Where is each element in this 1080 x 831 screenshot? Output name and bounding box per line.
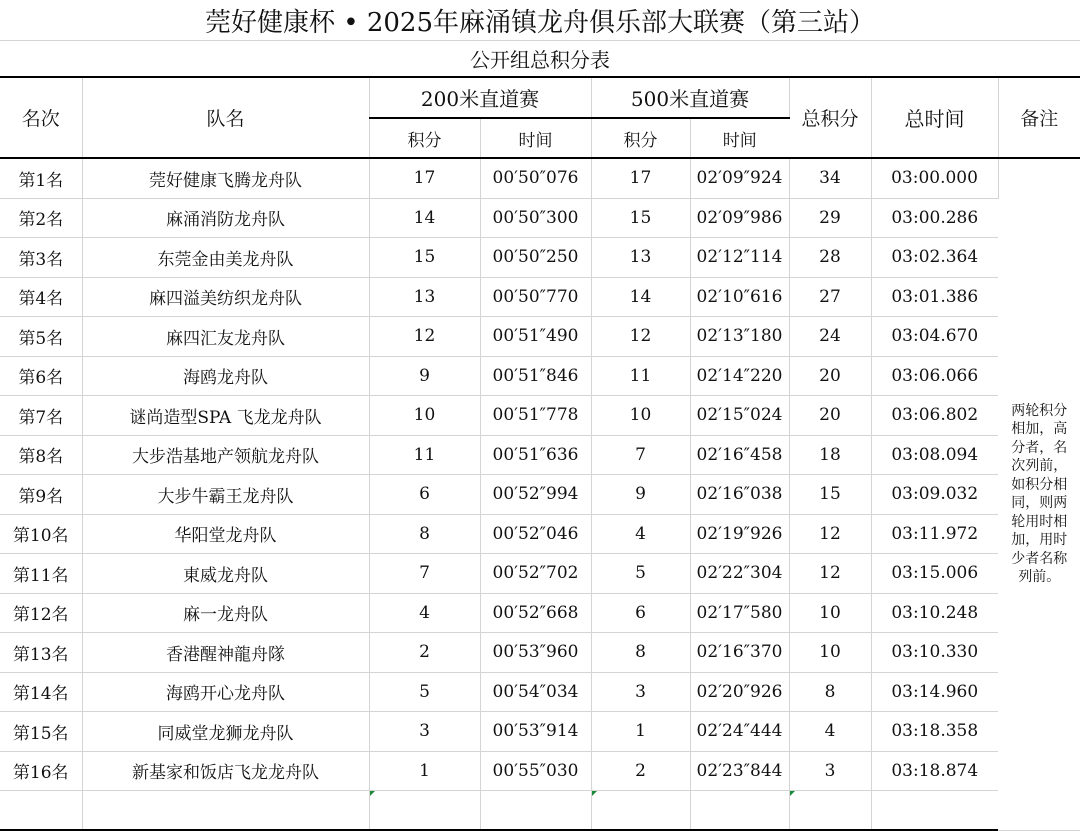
- header-200m-points: 积分: [369, 118, 480, 158]
- table-row: [0, 514, 1080, 554]
- table-row: [0, 672, 1080, 712]
- team-cell: 麻一龙舟队: [82, 593, 369, 633]
- total-time-cell: 03:18.874: [871, 751, 998, 791]
- team-cell: 新基家和饭店飞龙龙舟队: [82, 751, 369, 791]
- time-500m-cell: 02′12″114: [690, 238, 789, 278]
- points-500m-cell: 7: [591, 435, 690, 475]
- total-points-cell: 4: [789, 712, 871, 752]
- points-200m-cell: 12: [369, 317, 480, 357]
- time-200m-cell: 00′52″702: [480, 554, 591, 594]
- note-cell: 两轮积分相加，高分者，名次列前，如积分相同，则两轮用时相加，用时少者名称列前。: [998, 158, 1080, 830]
- points-500m-cell: 4: [591, 514, 690, 554]
- header-500m-points: 积分: [591, 118, 690, 158]
- time-200m-cell: 00′51″846: [480, 356, 591, 396]
- header-team: 队名: [82, 78, 369, 158]
- rank-cell: 第7名: [0, 396, 82, 436]
- table-row: [0, 238, 1080, 278]
- total-points-cell: 29: [789, 198, 871, 238]
- team-cell: 华阳堂龙舟队: [82, 514, 369, 554]
- rank-cell: 第15名: [0, 712, 82, 752]
- total-points-cell: 15: [789, 475, 871, 515]
- team-cell: 海鸥龙舟队: [82, 356, 369, 396]
- total-points-cell: 10: [789, 633, 871, 673]
- table-row: [0, 593, 1080, 633]
- points-200m-cell: 10: [369, 396, 480, 436]
- rank-cell: 第9名: [0, 475, 82, 515]
- time-200m-cell: 00′52″668: [480, 593, 591, 633]
- header-note: 备注: [998, 78, 1080, 158]
- points-200m-cell: 14: [369, 198, 480, 238]
- empty-cell: [0, 791, 82, 831]
- table-row: [0, 712, 1080, 752]
- total-points-cell: 3: [789, 751, 871, 791]
- sheet-title: 莞好健康杯 • 2025年麻涌镇龙舟俱乐部大联赛（第三站）: [0, 0, 1080, 41]
- time-500m-cell: 02′19″926: [690, 514, 789, 554]
- team-cell: 同威堂龙狮龙舟队: [82, 712, 369, 752]
- points-500m-cell: 6: [591, 593, 690, 633]
- total-time-cell: 03:10.248: [871, 593, 998, 633]
- points-200m-cell: 11: [369, 435, 480, 475]
- total-points-cell: 20: [789, 356, 871, 396]
- time-500m-cell: 02′09″986: [690, 198, 789, 238]
- team-cell: 麻涌消防龙舟队: [82, 198, 369, 238]
- rank-cell: 第16名: [0, 751, 82, 791]
- time-500m-cell: 02′15″024: [690, 396, 789, 436]
- time-500m-cell: 02′24″444: [690, 712, 789, 752]
- time-200m-cell: 00′51″636: [480, 435, 591, 475]
- time-200m-cell: 00′53″960: [480, 633, 591, 673]
- points-200m-cell: 17: [369, 158, 480, 198]
- total-points-cell: 28: [789, 238, 871, 278]
- rank-cell: 第5名: [0, 317, 82, 357]
- points-500m-cell: 2: [591, 751, 690, 791]
- time-500m-cell: 02′14″220: [690, 356, 789, 396]
- points-200m-cell: 5: [369, 672, 480, 712]
- table-row: [0, 317, 1080, 357]
- rank-cell: 第6名: [0, 356, 82, 396]
- rank-cell: 第13名: [0, 633, 82, 673]
- points-500m-cell: 12: [591, 317, 690, 357]
- rank-cell: 第11名: [0, 554, 82, 594]
- total-time-cell: 03:00.286: [871, 198, 998, 238]
- header-total-points: 总积分: [789, 78, 871, 158]
- total-points-cell: 10: [789, 593, 871, 633]
- table-row: [0, 435, 1080, 475]
- points-200m-cell: 9: [369, 356, 480, 396]
- header-rank: 名次: [0, 78, 82, 158]
- time-200m-cell: 00′52″994: [480, 475, 591, 515]
- empty-cell: [871, 791, 998, 831]
- total-time-cell: 03:14.960: [871, 672, 998, 712]
- time-500m-cell: 02′16″458: [690, 435, 789, 475]
- time-500m-cell: 02′22″304: [690, 554, 789, 594]
- points-200m-cell: 13: [369, 277, 480, 317]
- total-points-cell: 8: [789, 672, 871, 712]
- table-row: [0, 158, 1080, 198]
- rank-cell: 第2名: [0, 198, 82, 238]
- time-500m-cell: 02′10″616: [690, 277, 789, 317]
- header-500m-time: 时间: [690, 118, 789, 158]
- table-row: [0, 633, 1080, 673]
- time-200m-cell: 00′51″778: [480, 396, 591, 436]
- total-points-cell: 12: [789, 514, 871, 554]
- time-500m-cell: 02′16″370: [690, 633, 789, 673]
- table-row: [0, 396, 1080, 436]
- total-time-cell: 03:11.972: [871, 514, 998, 554]
- points-500m-cell: 13: [591, 238, 690, 278]
- team-cell: 海鸥开心龙舟队: [82, 672, 369, 712]
- points-500m-cell: 5: [591, 554, 690, 594]
- table-row: [0, 475, 1080, 515]
- time-200m-cell: 00′54″034: [480, 672, 591, 712]
- time-200m-cell: 00′53″914: [480, 712, 591, 752]
- total-points-cell: 27: [789, 277, 871, 317]
- time-200m-cell: 00′51″490: [480, 317, 591, 357]
- header-200m-time: 时间: [480, 118, 591, 158]
- points-500m-cell: 1: [591, 712, 690, 752]
- total-time-cell: 03:09.032: [871, 475, 998, 515]
- empty-cell: [690, 791, 789, 831]
- total-points-cell: 12: [789, 554, 871, 594]
- rank-cell: 第3名: [0, 238, 82, 278]
- points-200m-cell: 8: [369, 514, 480, 554]
- team-cell: 大步浩基地产领航龙舟队: [82, 435, 369, 475]
- empty-cell: [591, 791, 690, 831]
- total-points-cell: 20: [789, 396, 871, 436]
- points-500m-cell: 8: [591, 633, 690, 673]
- team-cell: 谜尚造型SPA 飞龙龙舟队: [82, 396, 369, 436]
- total-time-cell: 03:00.000: [871, 158, 998, 198]
- time-200m-cell: 00′50″770: [480, 277, 591, 317]
- team-cell: 麻四汇友龙舟队: [82, 317, 369, 357]
- points-500m-cell: 9: [591, 475, 690, 515]
- total-time-cell: 03:02.364: [871, 238, 998, 278]
- team-cell: 大步牛霸王龙舟队: [82, 475, 369, 515]
- empty-cell: [480, 791, 591, 831]
- header-race-200m: 200米直道赛: [369, 78, 591, 118]
- total-time-cell: 03:06.802: [871, 396, 998, 436]
- team-cell: 東威龙舟队: [82, 554, 369, 594]
- rank-cell: 第1名: [0, 158, 82, 198]
- rank-cell: 第4名: [0, 277, 82, 317]
- time-500m-cell: 02′23″844: [690, 751, 789, 791]
- empty-cell: [789, 791, 871, 831]
- team-cell: 麻四溢美纺织龙舟队: [82, 277, 369, 317]
- points-500m-cell: 14: [591, 277, 690, 317]
- points-500m-cell: 10: [591, 396, 690, 436]
- table-row: [0, 554, 1080, 594]
- table-row: [0, 198, 1080, 238]
- total-points-cell: 34: [789, 158, 871, 198]
- time-200m-cell: 00′55″030: [480, 751, 591, 791]
- time-200m-cell: 00′52″046: [480, 514, 591, 554]
- time-200m-cell: 00′50″076: [480, 158, 591, 198]
- points-200m-cell: 15: [369, 238, 480, 278]
- total-points-cell: 18: [789, 435, 871, 475]
- total-time-cell: 03:06.066: [871, 356, 998, 396]
- rank-cell: 第12名: [0, 593, 82, 633]
- points-200m-cell: 6: [369, 475, 480, 515]
- points-200m-cell: 3: [369, 712, 480, 752]
- empty-cell: [82, 791, 369, 831]
- time-500m-cell: 02′20″926: [690, 672, 789, 712]
- rank-cell: 第8名: [0, 435, 82, 475]
- header-total-time: 总时间: [871, 78, 998, 158]
- header-race-500m: 500米直道赛: [591, 78, 789, 118]
- empty-row: [0, 791, 1080, 831]
- time-500m-cell: 02′16″038: [690, 475, 789, 515]
- total-time-cell: 03:04.670: [871, 317, 998, 357]
- points-500m-cell: 15: [591, 198, 690, 238]
- points-200m-cell: 4: [369, 593, 480, 633]
- total-time-cell: 03:18.358: [871, 712, 998, 752]
- table-row: [0, 751, 1080, 791]
- team-cell: 东莞金由美龙舟队: [82, 238, 369, 278]
- total-points-cell: 24: [789, 317, 871, 357]
- team-cell: 莞好健康飞腾龙舟队: [82, 158, 369, 198]
- table-row: [0, 356, 1080, 396]
- rank-cell: 第14名: [0, 672, 82, 712]
- time-200m-cell: 00′50″250: [480, 238, 591, 278]
- total-time-cell: 03:01.386: [871, 277, 998, 317]
- total-time-cell: 03:08.094: [871, 435, 998, 475]
- sheet-subtitle: 公开组总积分表: [0, 40, 1080, 78]
- points-200m-cell: 2: [369, 633, 480, 673]
- points-500m-cell: 11: [591, 356, 690, 396]
- rank-cell: 第10名: [0, 514, 82, 554]
- table-row: [0, 277, 1080, 317]
- empty-cell: [369, 791, 480, 831]
- time-500m-cell: 02′09″924: [690, 158, 789, 198]
- points-500m-cell: 3: [591, 672, 690, 712]
- time-500m-cell: 02′17″580: [690, 593, 789, 633]
- time-500m-cell: 02′13″180: [690, 317, 789, 357]
- points-200m-cell: 7: [369, 554, 480, 594]
- time-200m-cell: 00′50″300: [480, 198, 591, 238]
- total-time-cell: 03:15.006: [871, 554, 998, 594]
- points-200m-cell: 1: [369, 751, 480, 791]
- team-cell: 香港醒神龍舟隊: [82, 633, 369, 673]
- standings-table: [0, 78, 1080, 831]
- points-500m-cell: 17: [591, 158, 690, 198]
- total-time-cell: 03:10.330: [871, 633, 998, 673]
